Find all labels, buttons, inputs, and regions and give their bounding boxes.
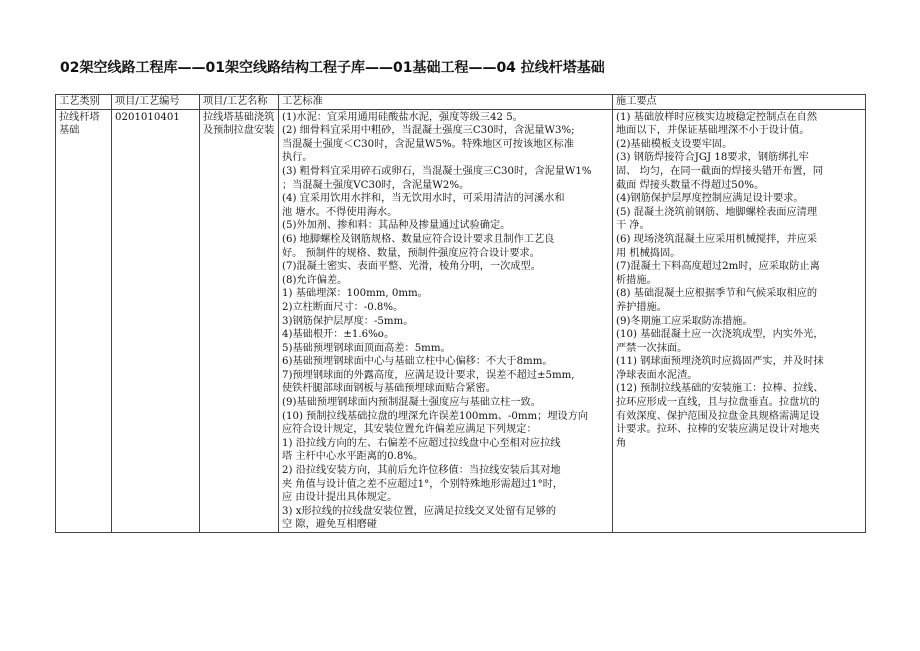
standard-line: 应 由设计提出具体规定。 [282,492,398,504]
standard-line: (5)外加剂、掺和料：其品种及掺量通过试验确定。 [282,220,511,232]
key-point-line: 养护措施。 [616,301,667,313]
standard-line: 1) 沿拉线方向的左、右偏差不应超过拉线盘中心至相对应拉线 [282,437,561,449]
standard-line: 3)钢筋保护层厚度：-5mm。 [282,315,414,327]
key-point-line: (9)冬期施工应采取防冻措施。 [616,315,753,327]
standard-line: 池 塘水。不得使用海水。 [282,206,398,218]
standard-line: 7)预埋钢球面的外露高度，应满足设计要求，误差不超过±5mm, [282,369,575,381]
cell-process-category: 拉线杆塔基础 [56,109,112,532]
standard-line: 当混凝土强度＜C30时，含泥量W5%。特殊地区可按该地区标准 [282,138,574,150]
key-point-line: 计要求。拉环、拉棒的安装应满足设计对地夹 [616,424,820,436]
header-process-category: 工艺类别 [56,95,112,110]
key-point-line: (11) 钢球面预埋浇筑时应捣固严实，并及时抹 [616,356,824,368]
header-item-code: 项目/工艺编号 [112,95,200,110]
header-construction-key-points: 施工要点 [613,95,866,110]
cell-construction-key-points [613,109,866,532]
key-point-line: (1) 基础放样时应核实边坡稳定控制点在自然 [616,111,818,123]
key-point-line: 析措施。 [616,274,657,286]
table-header-row [56,95,866,110]
standard-line: (8)允许偏差。 [282,274,348,286]
key-point-line: 干 净。 [616,220,650,232]
standard-line: 空 隙，避免互相磨碰 [282,519,377,531]
key-point-line: 有效深度、保护范围及拉盘金具规格需满足设 [616,410,820,422]
key-point-line: 固、 均匀，在同一截面的焊接头错开布置，同 [616,165,823,177]
standard-line: (3) 粗骨料宜采用碎石或卵石，当混凝土强度三C30时，含泥量W1% [282,165,592,177]
header-process-standard: 工艺标准 [279,95,613,110]
standard-line: 使铁杆腿部球面钢板与基础预埋球面贴合紧密。 [282,383,496,395]
standard-line: (9)基础预埋钢球面内预制混凝土强度应与基础立柱一致。 [282,397,541,409]
standard-line: 塔 主杆中心水平距离的0.8%。 [282,451,424,463]
standard-line: 夹 角值与设计值之差不应超过1°，个别特殊地形需超过1°时， [282,478,564,490]
key-point-line: 净球表面水泥渣。 [616,369,698,381]
standard-line: 执行。 [282,152,313,164]
cell-process-standard [279,109,613,532]
cell-item-code: 0201010401 [112,109,200,532]
standard-line: 1) 基础埋深：100mm, 0mm。 [282,288,428,300]
table-row [56,109,866,532]
key-point-line: (12) 预制拉线基础的安装施工：拉棒、拉线、 [616,383,824,395]
standard-line: 4)基础根开：±1.6%o。 [282,329,395,341]
key-point-line: 角 [616,437,627,449]
key-point-line: (4)钢筋保护层厚度控制应满足设计要求。 [616,193,804,205]
key-point-line: (3) 钢筋焊接符合JGJ 18要求，钢筋绑扎牢 [616,152,809,164]
standard-line: 应符合设计规定，其安装位置允许偏差应满足下列规定： [282,424,537,436]
standard-line: (2) 细骨料宜采用中粗砂，当混凝土强度三C30时，含泥量W3%; [282,125,575,137]
standard-line: (4) 宜采用饮用水拌和，当无饮用水时，可采用清洁的河溪水和 [282,193,565,205]
standard-line: (6) 地脚螺栓及钢筋规格、数量应符合设计要求且制作工艺良 [282,233,555,245]
key-point-line: 地面以下，并保证基础埋深不小于设计值。 [616,125,810,137]
process-standard-table [55,94,866,533]
standard-line: 3) x形拉线的拉线盘安装位置，应满足拉线交叉处留有足够的 [282,505,557,517]
standard-line: ；当混凝土强度VC30时，含泥量W2%。 [282,179,470,191]
key-point-line: 拉环应形成一直线，且与拉盘垂直。拉盘坑的 [616,397,820,409]
key-point-line: (5) 混凝土浇筑前钢筋、地脚螺栓表面应清理 [616,206,818,218]
standard-line: 5)基础预埋钢球面顶面高差：5mm。 [282,342,451,354]
key-point-line: 截面 焊接头数量不得超过50%。 [616,179,765,191]
key-point-line: (8) 基础混凝土应根据季节和气候采取相应的 [616,288,818,300]
header-item-name: 项目/工艺名称 [200,95,279,110]
cell-item-name: 拉线塔基础浇筑及预制拉盘安装 [200,109,279,532]
key-point-line: (2)基础模板支设要牢固。 [616,138,733,150]
key-point-line: (10) 基础混凝土应一次浇筑成型，内实外光， [616,329,824,341]
standard-line: (7)混凝土密实、表面平整、光滑，棱角分明，一次成型。 [282,261,541,273]
key-point-line: (6) 现场浇筑混凝土应采用机械搅拌，并应采 [616,233,818,245]
key-point-line: (7)混凝土下料高度超过2m时，应采取防止离 [616,261,820,273]
standard-line: 6)基础预埋钢球面中心与基础立柱中心偏移：不大于8mm。 [282,356,553,368]
standard-line: (1)水泥：宜采用通用硅酸盐水泥，强度等级三42 5。 [282,111,523,123]
key-point-line: 用 机械捣固。 [616,247,681,259]
standard-line: 2)立柱断面尺寸：-0.8%。 [282,301,404,313]
page-title: 02架空线路工程库——01架空线路结构工程子库——01基础工程——04 拉线杆塔基础 [60,60,605,76]
standard-line: 好。 预制件的规格、数量，预制件强度应符合设计要求。 [282,247,540,259]
standard-line: (10) 预制拉线基础拉盘的埋深允许误差100mm、-0mm；埋设方向 [282,410,589,422]
standard-line: 2) 沿拉线安装方向，其前后允许位移值：当拉线安装后其对地 [282,465,561,477]
key-point-line: 严禁一次抹面。 [616,342,688,354]
